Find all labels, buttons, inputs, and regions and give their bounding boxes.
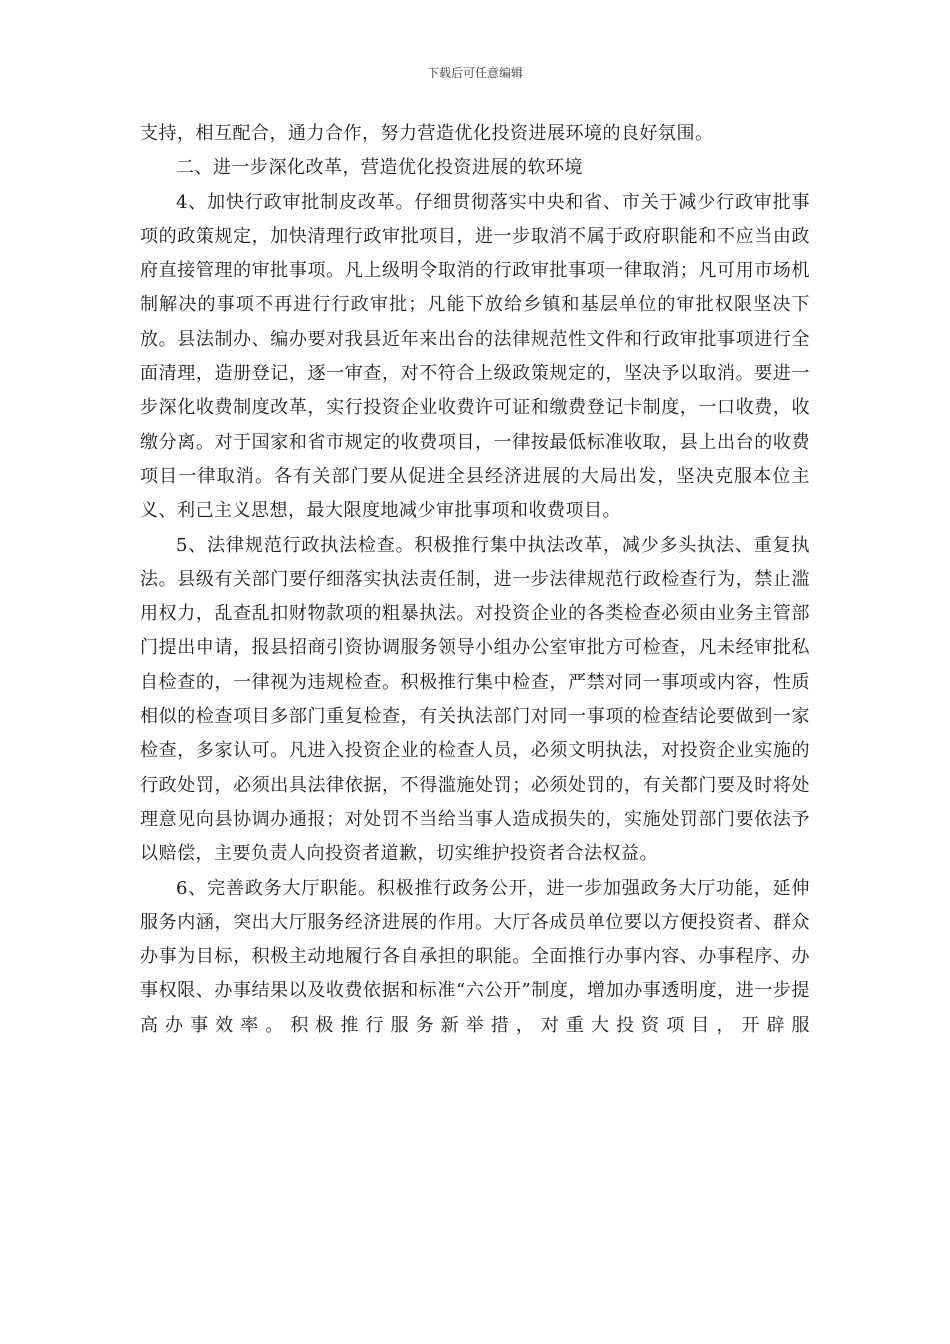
paragraph-item-4: 4、加快行政审批制皮改革。仔细贯彻落实中央和省、市关于减少行政审批事项的政策规定，加快清理行政审批项目，进一步取消不属于政府职能和不应当由政府直接管理的审批事项。凡上级明令取消的行政审批事项一律取消；凡可用市场机制解决的事项不再进行行政审批；凡能下放给乡镇和基层单位的审批权限坚决下放。县法制办、编办要对我县近年来出台的法律规范性文件和行政审批事项进行全面清理，造册登记，逐一审查，对不符合上级政策规定的，坚决予以取消。要进一步深化收费制度改革，实行投资企业收费许可证和缴费登记卡制度，一口收费，收缴分离。对于国家和省市规定的收费项目，一律按最低标准收取，县上出台的收费项目一律取消。各有关部门要从促进全县经济进展的大局出发，坚决克服本位主义、利己主义思想，最大限度地减少审批事项和收费项目。 [140, 191, 810, 522]
paragraph-item-6: 6、完善政务大厅职能。积极推行政务公开，进一步加强政务大厅功能，延伸服务内涵，突出大厅服务经济进展的作用。大厅各成员单位要以方便投资者、群众办事为目标，积极主动地履行各自承担的职能。全面推行办事内容、办事程序、办事权限、办事结果以及收费依据和标准“六公开”制度，增加办事透明度，进一步提高办事效率。积极推行服务新举措，对重大投资项目，开辟服 [140, 877, 810, 1036]
section-heading: 二、进一步深化改革，营造优化投资进展的软环境 [176, 157, 583, 179]
document-body [140, 117, 810, 1043]
page-header-note: 下载后可任意编辑 [426, 66, 523, 80]
paragraph-continuation: 支持，相互配合，通力合作，努力营造优化投资进展环境的良好氛围。 [140, 123, 714, 144]
paragraph-item-5: 5、法律规范行政执法检查。积极推行集中执法改革，减少多头执法、重复执法。县级有关部门要仔细落实执法责任制，进一步法律规范行政检查行为，禁止滥用权力，乱查乱扣财物款项的粗暴执法。对投资企业的各类检查必须由业务主管部门提出申请，报县招商引资协调服务领导小组办公室审批方可检查，凡未经审批私自检查的，一律视为违规检查。积极推行集中检查，严禁对同一事项或内容，性质相似的检查项目多部门重复检查，有关执法部门对同一事项的检查结论要做到一家检查，多家认可。凡进入投资企业的检查人员，必须文明执法，对投资企业实施的行政处罚，必须出具法律依据，不得滥施处罚；必须处罚的，有关都门要及时将处理意见向县协调办通报；对处罚不当给当事人造成损失的，实施处罚部门要依法予以赔偿，主要负责人向投资者道歉，切实维护投资者合法权益。 [140, 534, 810, 865]
